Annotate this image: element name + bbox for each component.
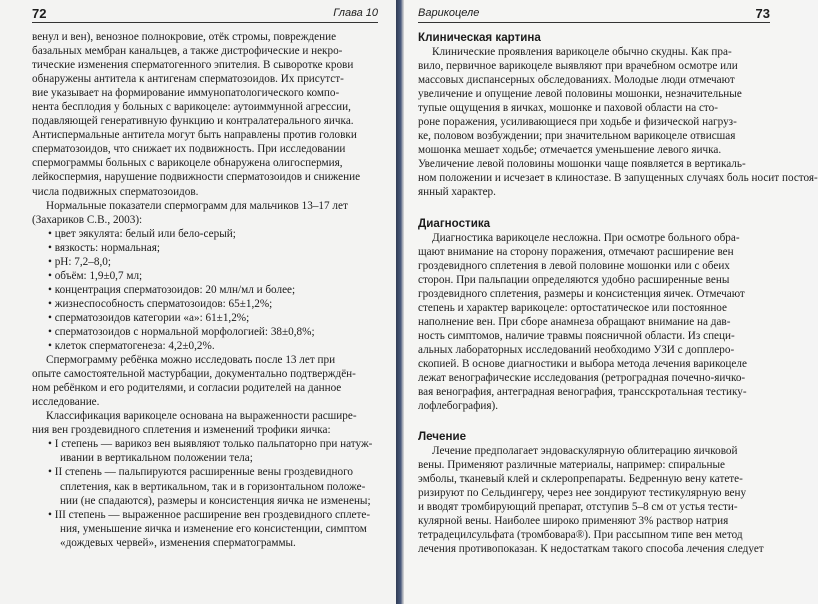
text-line: «дождевых червей», изменения сперматограммы. [60,536,296,549]
text-line: нента бесплодия у больных с варикоцеле: аутоиммунной агрессии, [32,101,351,114]
text-line: ке, половом возбуждении; при значительном варикоцеле отвисшая [418,130,736,143]
text-line: янный характер. [418,186,496,199]
text-line: Антиспермальные антитела могут быть направлены против головки [32,129,357,142]
section-spacer [418,413,770,429]
left-text-column [32,30,378,550]
text-line: • объём: 1,9±0,7 мл; [48,269,143,282]
section-heading: Диагностика [418,216,491,230]
left-page [0,0,400,604]
text-line: • вязкость: нормальная; [48,241,160,254]
text-line: сперматозоидов, что снижает их подвижность. При исследовании [32,143,346,156]
text-line: тетрадецилсульфата (тромбовара®). При рассыпном типе вен метод [418,529,743,542]
text-line: базальных мембран канальцев, а также дистрофические и некро- [32,45,343,58]
text-line: Клинические проявления варикоцеле обычно скудны. Как пра- [432,46,732,58]
text-line: • III степень — выраженное расширение вен гроздевидного сплете- [48,508,371,521]
text-line: тические изменения сперматогенного эпителия. В сыворотке крови [32,59,354,72]
text-line: венул и вен), венозное полнокровие, отёк стромы, повреждение [32,31,337,43]
text-line: нии (не спадаются), размеры и консистенция яичка не изменены; [60,494,371,507]
text-line: лофлебография). [418,400,499,413]
text-line: лежат венографические исследования (ретроградная почечно-яичко- [418,371,746,384]
text-line: наполнение вен. При сборе анамнеза обращают внимание на дав- [418,315,731,328]
text-line: тупые ощущения в яичках, мошонке и паховой области на сто- [418,102,718,115]
text-line: • жизнеспособность сперматозоидов: 65±1,2%; [48,297,273,310]
text-line: • pH: 7,2–8,0; [48,255,111,268]
text-line: • клеток сперматогенеза: 4,2±0,2%. [48,340,215,353]
text-line: ном положении и исчезает в клиностазе. В запущенных случаях боль носит постоя- [418,172,818,185]
text-line: исследование. [32,396,100,409]
text-line: ния, уменьшение яичка и изменение его консистенции, симптом [60,522,367,535]
text-line: массовых диспансерных обследованиях. Молодые люди отмечают [418,74,735,87]
text-line: ризируют по Сельдингеру, через нее зондируют тестикулярную вену [418,487,747,500]
text-line: ном ребёнком и его родителями, и согласии родителей на данное [32,382,342,395]
page-number-left: 72 [32,6,47,21]
text-line: роне поражения, усиливающиеся при ходьбе и физической нагруз- [418,116,737,129]
text-line: щают внимание на сторону поражения, отмечают расширение вен [418,245,734,258]
text-line: • цвет эякулята: белый или бело-серый; [48,227,236,240]
text-line: Нормальные показатели спермограмм для мальчиков 13–17 лет [46,199,348,212]
text-line: Спермограмму ребёнка можно исследовать после 13 лет при [46,354,336,367]
right-text-column [418,30,818,557]
text-line: эмболы, тканевый клей и склеропрепараты. Бедренную вену катете- [418,473,743,486]
text-line: (Захариков С.В., 2003): [32,213,143,226]
text-line: обнаружены антитела к антигенам сперматозоидов. Их присутст- [32,73,344,86]
text-line: • сперматозоидов с нормальной морфологией: 38±0,8%; [48,325,315,338]
section-heading: Клиническая картина [418,31,541,44]
text-line: • сперматозоидов категории «а»: 61±1,2%; [48,311,250,324]
text-line: гроздевидного сплетения, размеры и консистенция яичек. Отмечают [418,287,745,300]
section-heading: Лечение [418,430,467,444]
running-head-left: Глава 10 [333,7,378,19]
right-page [404,0,818,604]
text-line: Лечение предполагает эндоваскулярную облитерацию яичковой [432,445,738,458]
text-line: скопией. В основе диагностики и выбора метода лечения варикоцеле [418,357,747,370]
text-line: увеличение и опущение левой половины мошонки, незначительные [418,88,742,101]
text-line: числа подвижных сперматозоидов. [32,185,199,198]
page-number-right: 73 [755,6,770,21]
text-line: спермограммы больных с варикоцеле обнаружена олигоспермия, [32,157,343,170]
text-line: вие указывает на формирование иммунопатологического компо- [32,87,340,100]
text-line: гроздевидного сплетения в левой половине мошонки или с обеих [418,259,730,272]
text-line: Увеличение левой половины мошонки чаще появляется в вертикаль- [418,158,746,171]
text-line: ивании в вертикальном положении тела; [60,452,253,465]
text-line: кулярной вены. Наиболее широко применяют 3% раствор натрия [418,515,729,528]
text-line: мошонка мешает ходьбе; отмечается уменьшение левого яичка. [418,144,722,157]
text-line: Диагностика варикоцеле несложна. При осмотре больного обра- [432,231,740,244]
text-line: ния вен гроздевидного сплетения и изменений трофики яичка: [32,424,331,437]
page-header-right [418,6,770,23]
running-head-right: Варикоцеле [418,7,480,19]
section-spacer [418,200,770,216]
text-line: и вводят тромбирующий препарат, отступив 5–8 см от устья тести- [418,501,738,514]
text-line: • II степень — пальпируются расширенные вены гроздевидного [48,466,354,479]
text-line: вая венография, антеградная венография, трансскротальная тестику- [418,386,747,399]
text-line: сплетения, как в вертикальном, так и в горизонтальном положе- [60,480,366,493]
text-line: ность симптомов, наличие травмы поясничной области. Из специ- [418,329,735,342]
text-line: • I степень — варикоз вен выявляют только пальпаторно при натуж- [48,438,373,451]
text-line: степень и характер варикоцеле: ортостатическое или постоянное [418,301,728,314]
text-line: Классификация варикоцеле основана на выраженности расшире- [46,410,357,423]
text-line: лейкоспермия, нарушение подвижности сперматозоидов и снижение [32,171,361,184]
text-line: лечения противопоказан. К недостаткам такого способа лечения следует [418,543,764,556]
text-line: альных лабораторных исследований необходимо УЗИ с допплеро- [418,343,735,356]
text-line: подавляющей генеративную функцию и контралатерального яичка. [32,115,354,128]
text-line: опыте самостоятельной мастурбации, документально подтверждён- [32,368,356,381]
text-line: • концентрация сперматозоидов: 20 млн/мл и более; [48,283,296,296]
text-line: вило, первичное варикоцеле выявляют при врачебном осмотре или [418,60,738,73]
text-line: сторон. При пальпации определяются удобно расширенные вены [418,273,730,286]
text-line: вены. Применяют различные материалы, например: спиральные [418,459,725,472]
page-header-left [32,6,378,23]
